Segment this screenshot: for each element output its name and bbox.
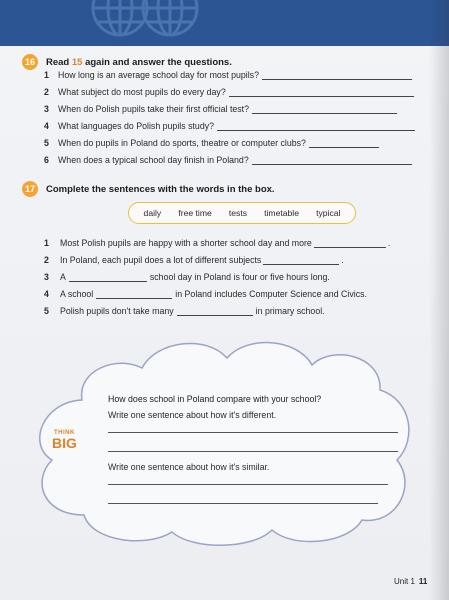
answer-line[interactable] xyxy=(262,70,412,80)
globe-icon xyxy=(140,0,200,38)
word-box xyxy=(128,202,356,224)
sentence-row: 1 Most Polish pupils are happy with a shorter school day and more . xyxy=(44,238,391,248)
answer-blank[interactable] xyxy=(314,238,386,248)
writing-line[interactable] xyxy=(108,432,398,433)
exercise-number-badge: 17 xyxy=(22,181,38,197)
answer-blank[interactable] xyxy=(263,255,339,265)
thought-cloud xyxy=(22,330,422,550)
question-row: 3 When do Polish pupils take their first official test? xyxy=(44,104,397,114)
question-row: 2 What subject do most pupils do every day? xyxy=(44,87,414,97)
different-prompt: Write one sentence about how it's different. xyxy=(108,410,277,420)
think-big-question: How does school in Poland compare with your school? xyxy=(108,394,322,404)
page-number: 11 xyxy=(418,577,428,586)
writing-line[interactable] xyxy=(108,503,378,504)
think-big-logo: THINK BIG xyxy=(52,430,77,451)
answer-line[interactable] xyxy=(252,104,397,114)
unit-label: Unit 1 xyxy=(394,577,415,586)
question-row: 6 When does a typical school day finish in Poland? xyxy=(44,155,412,165)
sentence-row: 2 In Poland, each pupil does a lot of different subjects . xyxy=(44,255,344,265)
word-item: typical xyxy=(316,208,341,218)
word-item: free time xyxy=(178,208,212,218)
word-item: timetable xyxy=(264,208,299,218)
answer-blank[interactable] xyxy=(177,306,253,316)
exercise-number-badge: 16 xyxy=(22,54,38,70)
similar-prompt: Write one sentence about how it's similar. xyxy=(108,462,270,472)
word-item: daily xyxy=(143,208,162,218)
exercise-17-header xyxy=(22,181,275,197)
exercise-16-header xyxy=(22,54,232,70)
writing-line[interactable] xyxy=(108,484,388,485)
question-row: 5 When do pupils in Poland do sports, theatre or computer clubs? xyxy=(44,138,379,148)
page-footer xyxy=(394,577,427,586)
header-banner xyxy=(0,0,449,46)
sentence-row: 3 A school day in Poland is four or five hours long. xyxy=(44,272,330,282)
answer-blank[interactable] xyxy=(96,289,172,299)
sentence-row: 4 A school in Poland includes Computer Science and Civics. xyxy=(44,289,367,299)
answer-line[interactable] xyxy=(229,87,414,97)
sentence-row: 5 Polish pupils don't take many in primary school. xyxy=(44,306,325,316)
word-item: tests xyxy=(228,208,248,218)
answer-line[interactable] xyxy=(217,121,415,131)
question-row: 1 How long is an average school day for most pupils? xyxy=(44,70,412,80)
question-row: 4 What languages do Polish pupils study? xyxy=(44,121,415,131)
exercise-16-instruction: Read 15 again and answer the questions. xyxy=(46,56,232,68)
answer-blank[interactable] xyxy=(69,272,147,282)
exercise-17-instruction: Complete the sentences with the words in the box. xyxy=(46,183,275,195)
writing-line[interactable] xyxy=(108,451,398,452)
answer-line[interactable] xyxy=(252,155,412,165)
page-shadow xyxy=(429,0,449,600)
answer-line[interactable] xyxy=(309,138,379,148)
